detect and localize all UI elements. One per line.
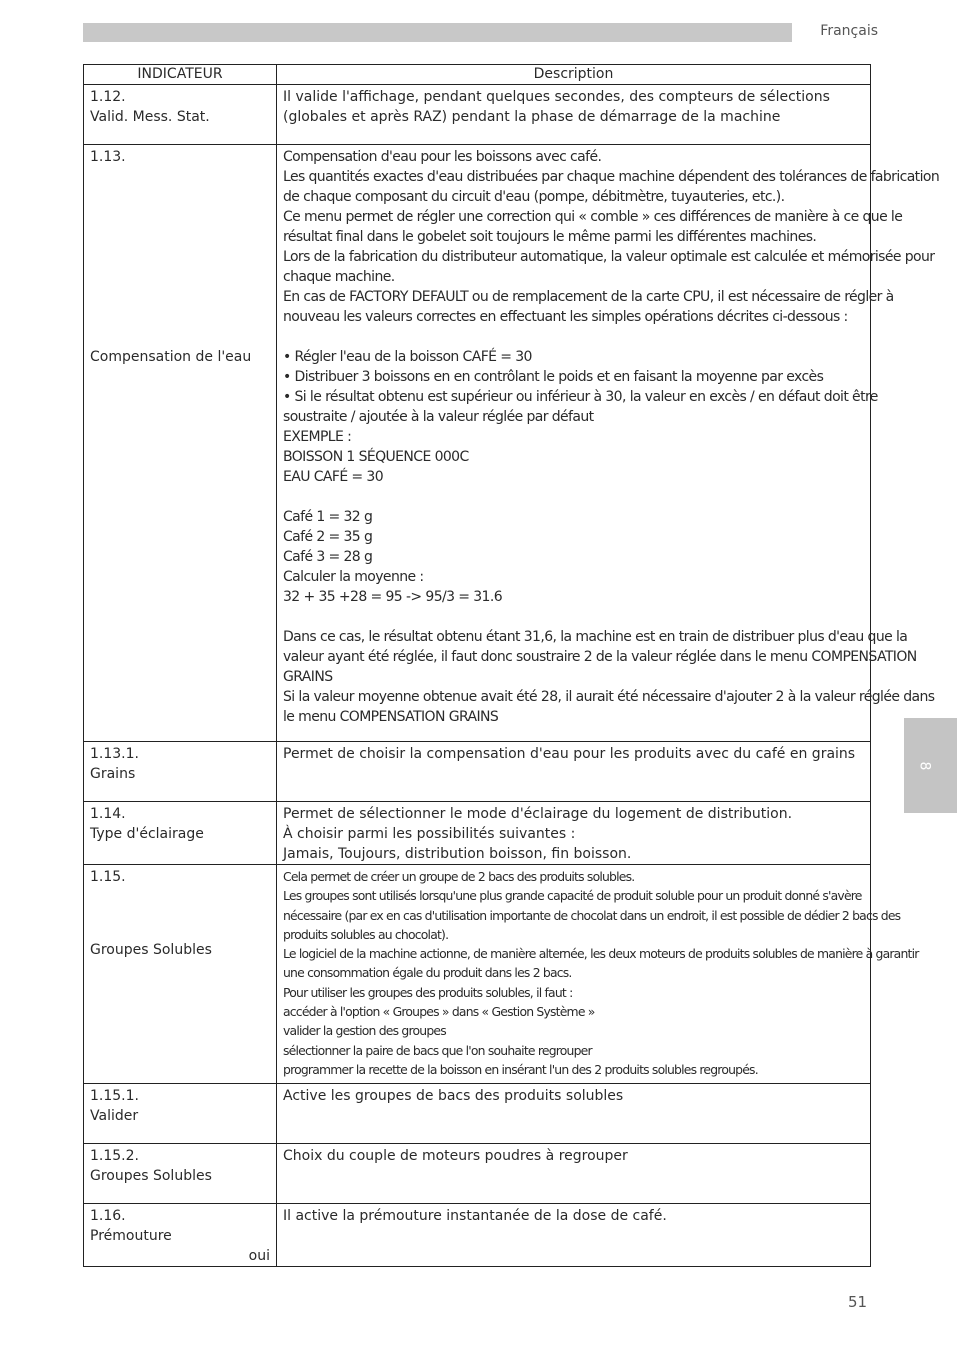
- table-row: [84, 145, 871, 742]
- table-row: [84, 85, 871, 145]
- indicator-name: Valid. Mess. Stat.: [90, 109, 210, 125]
- description-line: Compensation d'eau pour les boissons avec café.: [283, 149, 602, 165]
- description-cell: [277, 145, 940, 742]
- description-line: valider la gestion des groupes: [283, 1023, 446, 1039]
- description-line: Les quantités exactes d'eau distribuées par chaque machine dépendent des tolérances de fabrication: [283, 169, 940, 185]
- description-line: EXEMPLE :: [283, 429, 352, 445]
- description-line: produits solubles au chocolat).: [283, 926, 449, 942]
- description-line: Pour utiliser les groupes des produits solubles, il faut :: [283, 984, 573, 1000]
- description-line: [283, 327, 864, 347]
- table-row: [84, 865, 871, 1084]
- indicator-cell: [84, 1204, 277, 1267]
- indicator-cell: [84, 742, 277, 802]
- description-line: de chaque composant du circuit d'eau (pompe, débitmètre, tuyauteries, etc.).: [283, 189, 785, 205]
- indicator-default-value: oui: [248, 1248, 270, 1264]
- description-text: Il valide l'affichage, pendant quelques secondes, des compteurs de sélections (globales et après RAZ) pendant la phase de démarrage de la machine: [283, 89, 830, 125]
- description-line: une consommation égale du produit dans les 2 bacs.: [283, 965, 572, 981]
- indicator-cell: [84, 802, 277, 865]
- chapter-tab: [904, 718, 957, 813]
- description-line: le menu COMPENSATION GRAINS: [283, 709, 499, 725]
- indicator-name: Compensation de l'eau: [90, 349, 252, 365]
- indicator-id: 1.14.: [90, 806, 126, 822]
- description-line: résultat final dans le gobelet soit toujours le même parmi les différentes machines.: [283, 229, 817, 245]
- description-cell: [277, 742, 871, 802]
- description-cell: [277, 865, 919, 1084]
- description-cell: [277, 1144, 871, 1204]
- indicator-name: Type d'éclairage: [90, 826, 204, 842]
- indicator-name: Grains: [90, 766, 136, 782]
- table-row: [84, 802, 871, 865]
- indicator-id: 1.13.: [90, 149, 126, 165]
- description-line: Les groupes sont utilisés lorsqu'une plus grande capacité de produit soluble pour un produit donné s'avère: [283, 888, 862, 904]
- description-line: Le logiciel de la machine actionne, de manière alternée, les deux moteurs de produits solubles de manière à garantir: [283, 946, 919, 962]
- description-line: • Distribuer 3 boissons en en contrôlant le poids et en faisant la moyenne par excès: [283, 369, 824, 385]
- table-row: [84, 1204, 871, 1267]
- indicator-id: 1.15.1.: [90, 1088, 139, 1104]
- description-line: Café 1 = 32 g: [283, 509, 373, 525]
- description-text: Active les groupes de bacs des produits solubles: [283, 1088, 624, 1104]
- table-header-row: [84, 65, 871, 85]
- description-text: Choix du couple de moteurs poudres à regrouper: [283, 1148, 628, 1164]
- description-line: Café 2 = 35 g: [283, 529, 373, 545]
- description-line: nécessaire (par ex en cas d'utilisation importante de chocolat dans un endroit, il est possible de dédier 2 bacs des: [283, 907, 901, 923]
- table-row: [84, 1144, 871, 1204]
- description-cell: [277, 1204, 871, 1267]
- description-cell: [277, 1084, 871, 1144]
- indicator-cell: [84, 1144, 277, 1204]
- description-line: sélectionner la paire de bacs que l'on souhaite regrouper: [283, 1042, 592, 1058]
- description-line: GRAINS: [283, 669, 333, 685]
- column-header-indicator: INDICATEUR: [84, 65, 277, 85]
- indicator-name: Groupes Solubles: [90, 1168, 212, 1184]
- description-line: nouveau les valeurs correctes en effectuant les simples opérations décrites ci-dessous :: [283, 309, 848, 325]
- description-line: valeur ayant été réglée, il faut donc soustraire 2 de la valeur réglée dans le menu COMPENSATION: [283, 649, 917, 665]
- indicator-id: 1.12.: [90, 89, 126, 105]
- description-line: Ce menu permet de régler une correction qui « comble » ces différences de manière à ce que le: [283, 209, 903, 225]
- indicator-id: 1.16.: [90, 1208, 126, 1224]
- indicator-cell: [84, 145, 277, 742]
- description-line: Café 3 = 28 g: [283, 549, 373, 565]
- indicator-id: 1.13.1.: [90, 746, 139, 762]
- description-line: Permet de sélectionner le mode d'éclairage du logement de distribution.: [283, 806, 793, 822]
- description-line: Cela permet de créer un groupe de 2 bacs des produits solubles.: [283, 869, 635, 884]
- indicator-name: Prémouture: [90, 1228, 172, 1244]
- description-line: • Régler l'eau de la boisson CAFÉ = 30: [283, 349, 532, 365]
- description-line: Si la valeur moyenne obtenue avait été 28, il aurait été nécessaire d'ajouter 2 à la valeur réglée dans: [283, 689, 935, 705]
- description-line: soustraite / ajoutée à la valeur réglée par défaut: [283, 409, 594, 425]
- description-line: [283, 487, 864, 507]
- description-line: accéder à l'option « Groupes » dans « Gestion Système »: [283, 1004, 595, 1020]
- description-line: 32 + 35 +28 = 95 -> 95/3 = 31.6: [283, 589, 503, 605]
- chapter-number: 8: [916, 761, 933, 771]
- description-line: En cas de FACTORY DEFAULT ou de remplacement de la carte CPU, il est nécessaire de régler à: [283, 289, 894, 305]
- indicator-cell: [84, 1084, 277, 1144]
- description-line: Dans ce cas, le résultat obtenu étant 31,6, la machine est en train de distribuer plus d'eau que la: [283, 629, 908, 645]
- description-line: Calculer la moyenne :: [283, 569, 424, 585]
- description-line: Jamais, Toujours, distribution boisson, fin boisson.: [283, 846, 632, 862]
- description-line: BOISSON 1 SÉQUENCE 000C: [283, 449, 469, 465]
- indicator-table: [83, 64, 940, 1267]
- description-line: Lors de la fabrication du distributeur automatique, la valeur optimale est calculée et mémorisée pour: [283, 249, 935, 265]
- indicator-cell: [84, 85, 277, 145]
- table-row: [84, 1084, 871, 1144]
- language-label: Français: [820, 23, 878, 39]
- column-header-description: Description: [277, 65, 871, 85]
- description-cell: [277, 802, 871, 865]
- description-line: chaque machine.: [283, 269, 395, 285]
- description-line: EAU CAFÉ = 30: [283, 469, 384, 485]
- description-line: [283, 607, 864, 627]
- description-line: • Si le résultat obtenu est supérieur ou inférieur à 30, la valeur en excès / en défaut doit être: [283, 389, 878, 405]
- description-text: Permet de choisir la compensation d'eau pour les produits avec du café en grains: [283, 746, 856, 762]
- header-bar: [83, 23, 792, 42]
- description-cell: [277, 85, 871, 145]
- indicator-cell: [84, 865, 277, 1084]
- table-row: [84, 742, 871, 802]
- indicator-id: 1.15.2.: [90, 1148, 139, 1164]
- indicator-id: 1.15.: [90, 869, 126, 885]
- page-number: 51: [848, 1293, 868, 1311]
- indicator-name: Valider: [90, 1108, 139, 1124]
- description-line: programmer la recette de la boisson en insérant l'un des 2 produits solubles regroupés.: [283, 1061, 758, 1077]
- description-text: Il active la prémouture instantanée de la dose de café.: [283, 1208, 667, 1224]
- description-line: À choisir parmi les possibilités suivantes :: [283, 826, 576, 842]
- indicator-name: Groupes Solubles: [90, 942, 212, 958]
